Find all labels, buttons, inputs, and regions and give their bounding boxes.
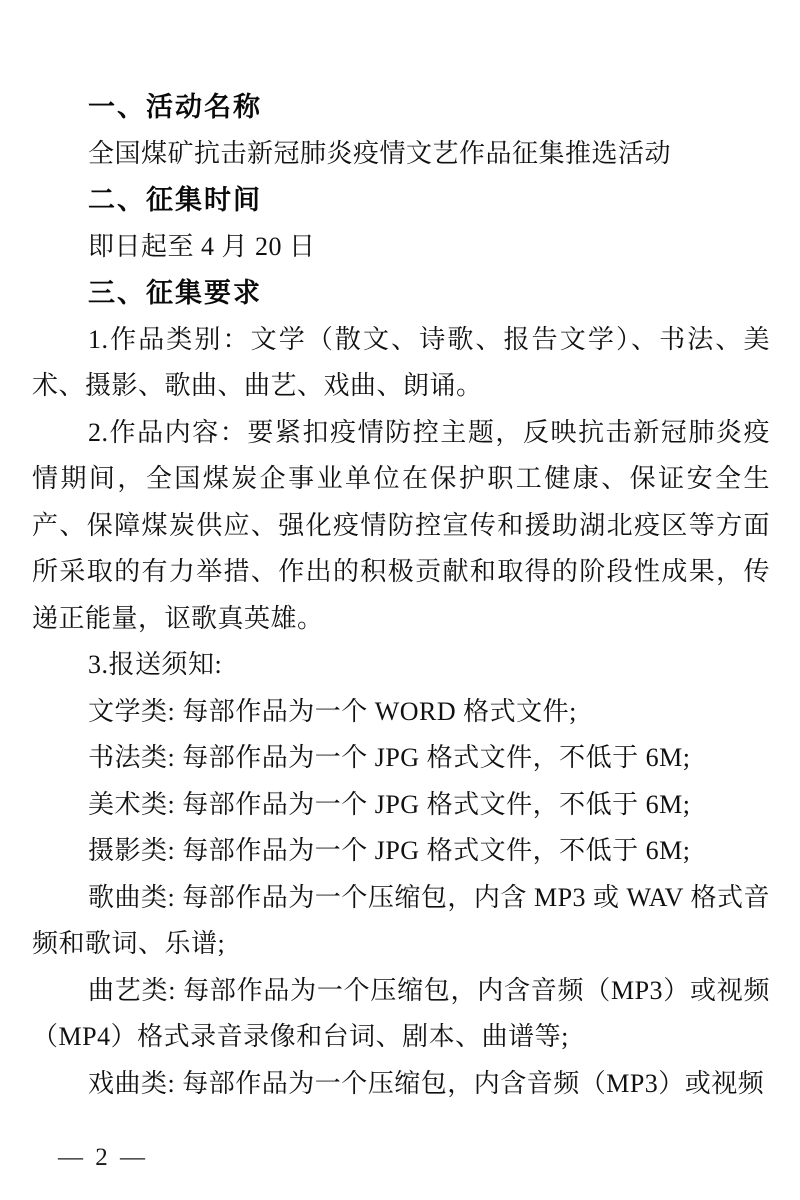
- document-content: [32, 84, 770, 1107]
- requirement-item-content: 2.作品内容：要紧扣疫情防控主题，反映抗击新冠肺炎疫情期间，全国煤炭企事业单位在保护职工健康、保证安全生产、保障煤炭供应、强化疫情防控宣传和援助湖北疫区等方面所采取的有力举措、作出的积极贡献和取得的阶段性成果，传递正能量，讴歌真英雄。: [32, 417, 770, 633]
- requirement-item-category: 1.作品类别：文学（散文、诗歌、报告文学）、书法、美术、摄影、歌曲、曲艺、戏曲、朗诵。: [32, 324, 770, 400]
- rule-song: 歌曲类: 每部作品为一个压缩包，内含 MP3 或 WAV 格式音频和歌词、乐谱;: [32, 882, 770, 958]
- activity-name-text: 全国煤矿抗击新冠肺炎疫情文艺作品征集推选活动: [88, 138, 672, 168]
- section-heading-activity-name: 一、活动名称: [88, 92, 262, 122]
- rule-photography: 摄影类: 每部作品为一个 JPG 格式文件，不低于 6M;: [88, 836, 691, 865]
- rule-fine-art: 美术类: 每部作品为一个 JPG 格式文件，不低于 6M;: [88, 789, 691, 819]
- requirement-item-submission-label: 3.报送须知:: [88, 650, 223, 679]
- section-heading-requirements: 三、征集要求: [88, 278, 262, 308]
- rule-quyi: 曲艺类: 每部作品为一个压缩包，内含音频（MP3）或视频（MP4）格式录音录像和台词、剧本、曲谱等;: [32, 975, 770, 1051]
- page-number: — 2 —: [58, 1144, 148, 1171]
- rule-literature: 文学类: 每部作品为一个 WORD 格式文件;: [88, 696, 577, 726]
- rule-opera: 戏曲类: 每部作品为一个压缩包，内含音频（MP3）或视频: [88, 1068, 765, 1098]
- collection-time-text: 即日起至 4 月 20 日: [88, 231, 316, 261]
- rule-calligraphy: 书法类: 每部作品为一个 JPG 格式文件，不低于 6M;: [88, 743, 691, 772]
- section-heading-collection-time: 二、征集时间: [88, 185, 262, 215]
